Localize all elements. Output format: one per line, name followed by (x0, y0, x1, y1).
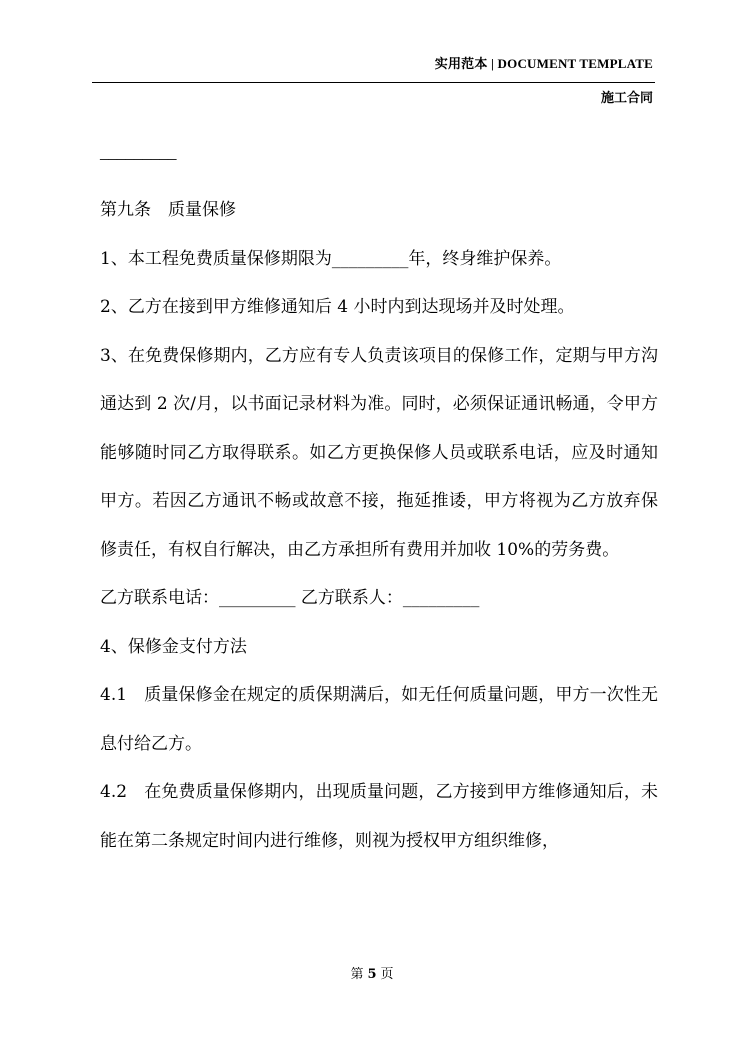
clause-2: 2、乙方在接到甲方维修通知后 4 小时内到达现场并及时处理。 (100, 297, 575, 317)
contract-body (100, 186, 658, 865)
clause-4-heading: 4、保修金支付方法 (100, 636, 247, 657)
clause-3: 3、在免费保修期内，乙方应有专人负责该项目的保修工作，定期与甲方沟通达到 2 次/月，以书面记录材料为准。同时，必须保证通讯畅通，令甲方能够随时同乙方取得联系。如乙方更换保修人员或联系电话，应及时通知甲方。若因乙方通讯不畅或故意不接，拖延推诿，甲方将视为乙方放弃保修责任，有权自行解决，由乙方承担所有费用并加收 10%的劳务费。 (100, 345, 658, 560)
clause-4-2: 4.2 在免费质量保修期内，出现质量问题，乙方接到甲方维修通知后，未能在第二条规定时间内进行维修，则视为授权甲方组织维修， (100, 782, 658, 851)
page-footer (0, 963, 744, 982)
clause-4-1: 4.1 质量保修金在规定的质保期满后，如无任何质量问题，甲方一次性无息付给乙方。 (100, 685, 658, 754)
fill-in-blank-line: _________ (100, 143, 177, 162)
clause-1: 1、本工程免费质量保修期限为_________年，终身维护保养。 (100, 248, 562, 269)
contact-line: 乙方联系电话：_________ 乙方联系人：_________ (100, 588, 480, 608)
page-number: 5 (367, 967, 377, 982)
header-subtitle: 施工合同 (600, 91, 653, 106)
section-heading: 第九条 质量保修 (100, 200, 236, 220)
footer-suffix: 页 (380, 967, 394, 982)
footer-prefix: 第 (350, 967, 364, 982)
header-title: 实用范本 | DOCUMENT TEMPLATE (434, 56, 653, 71)
header-divider (92, 82, 655, 83)
